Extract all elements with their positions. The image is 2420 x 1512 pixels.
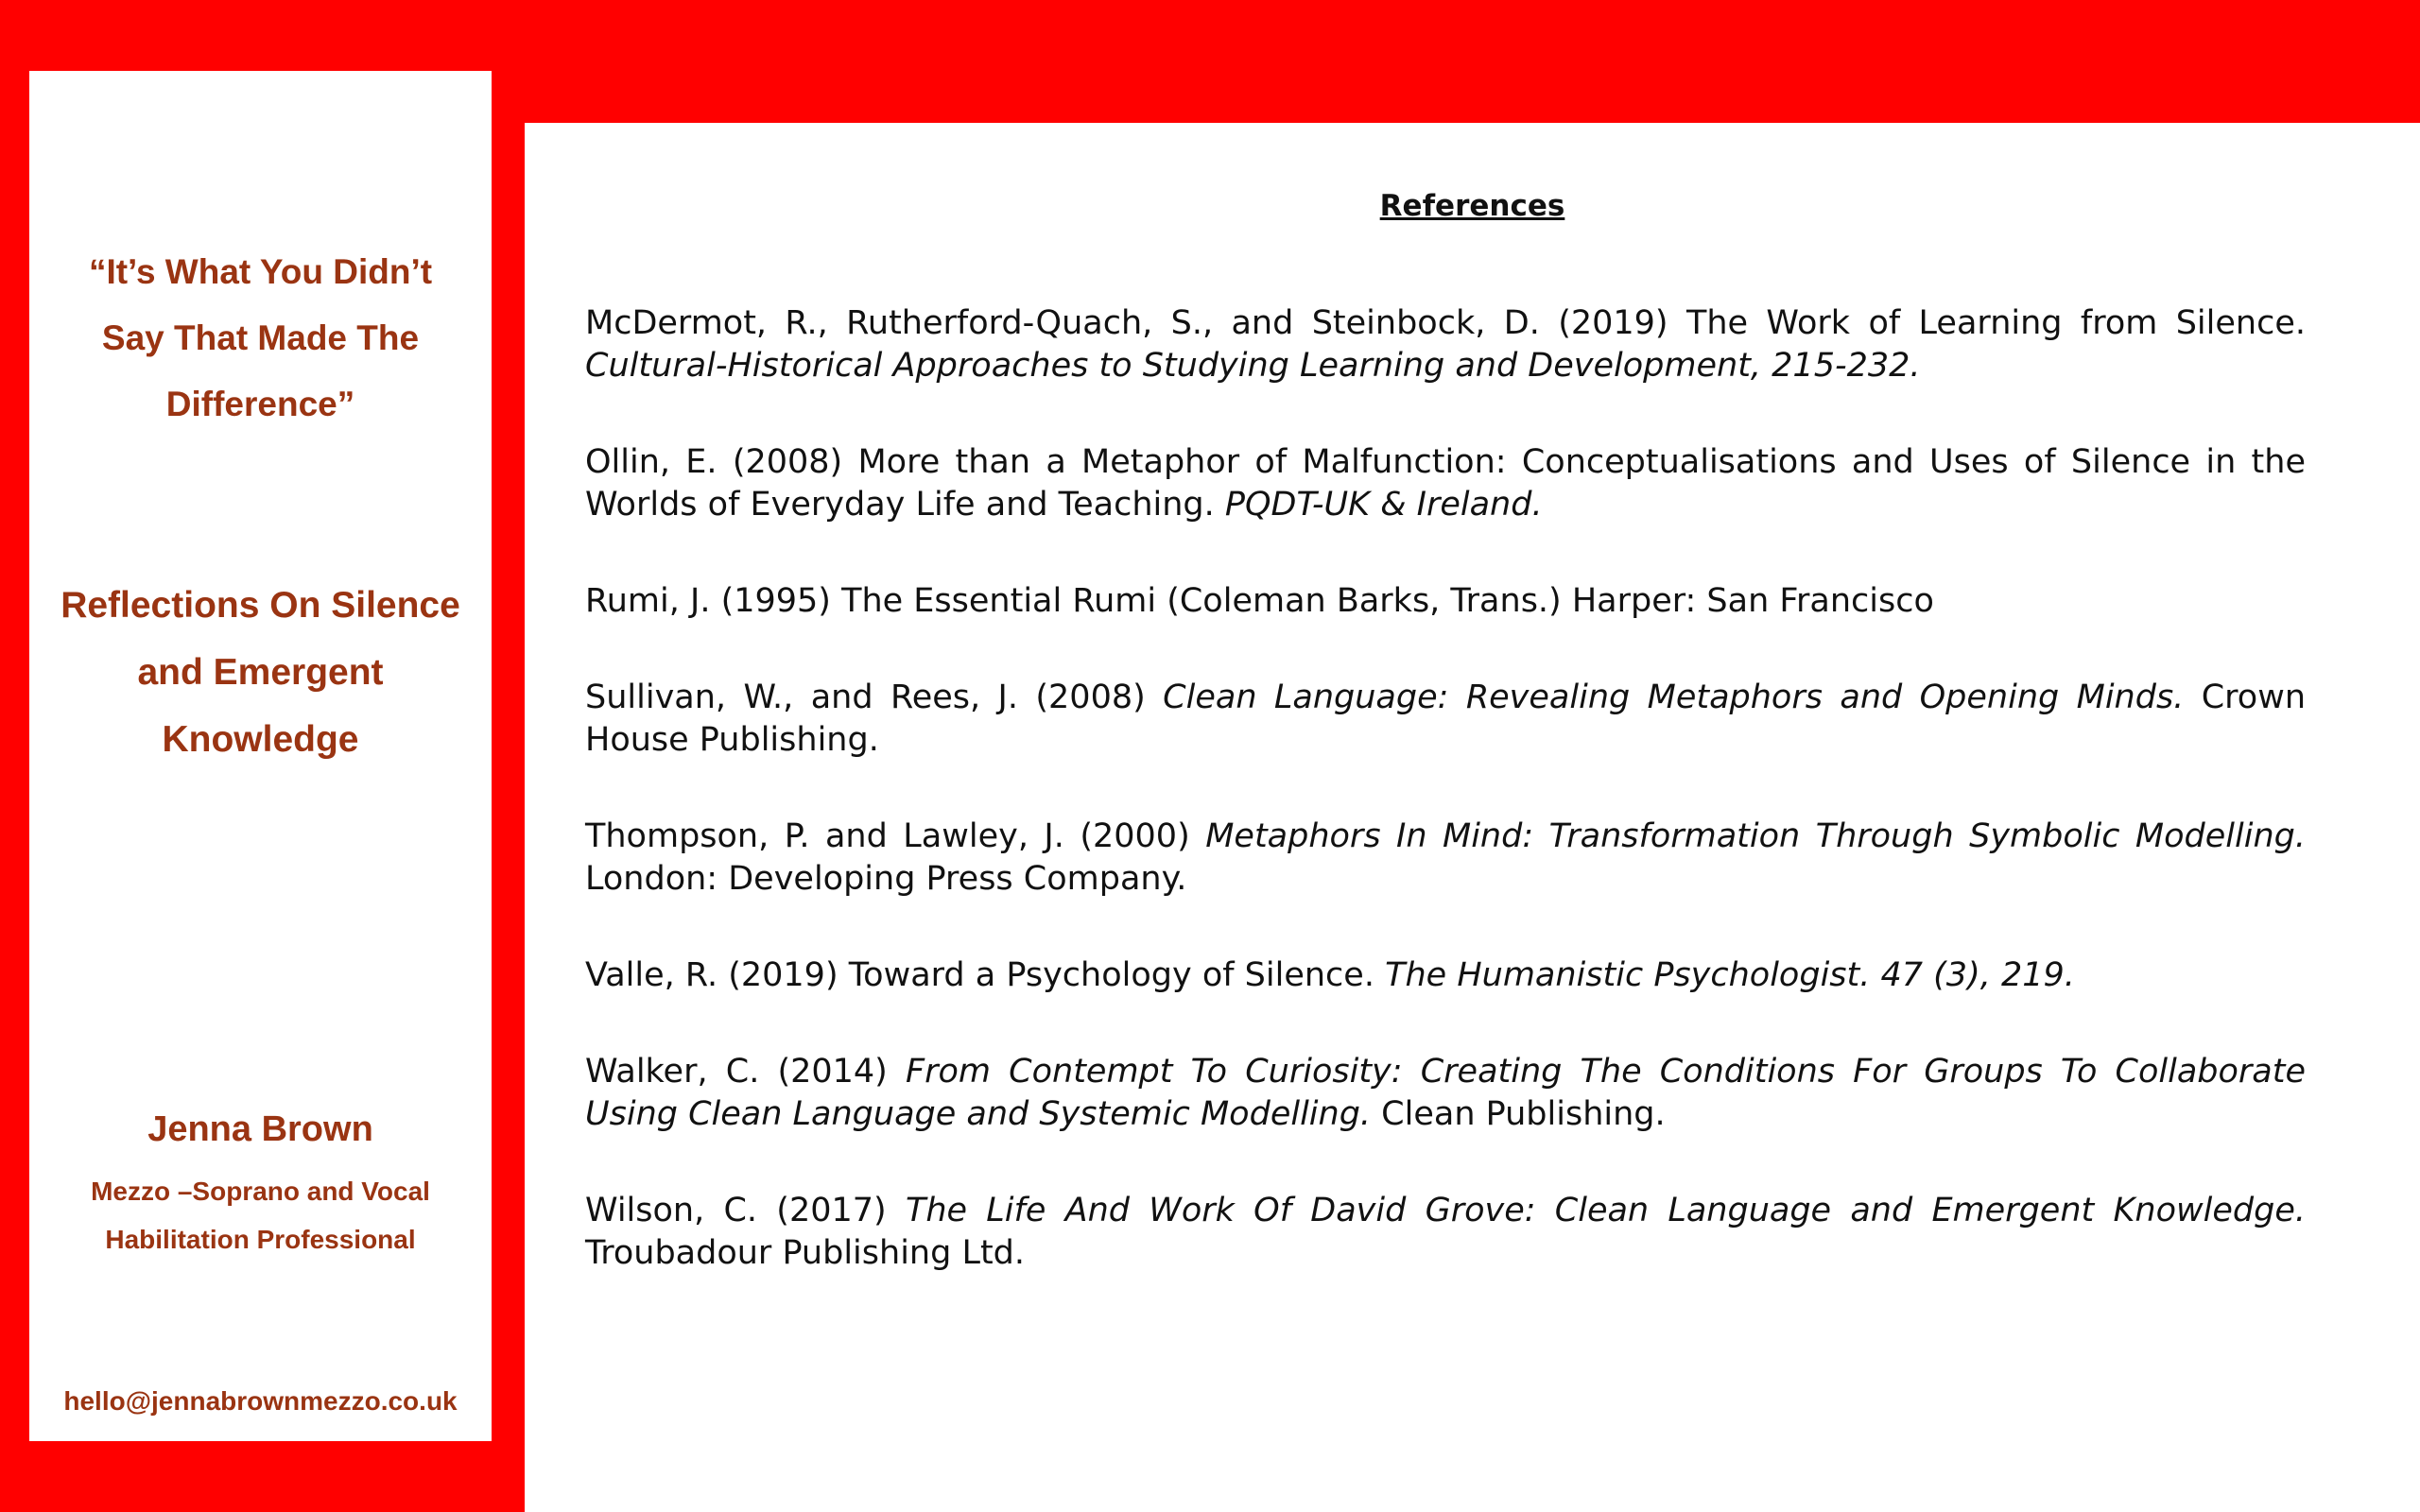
quote-line: Difference”: [165, 385, 355, 423]
reference-text: Rumi, J. (1995) The Essential Rumi (Coleman Barks, Trans.) Harper: San Francisco: [585, 582, 1934, 620]
subtitle-line: Reflections On Silence: [60, 585, 460, 626]
reference-after: Troubadour Publishing Ltd.: [585, 1234, 1026, 1272]
author-name: Jenna Brown: [147, 1109, 373, 1149]
reference-italic: Clean Language: Revealing Metaphors and Opening Minds.: [1163, 679, 2185, 716]
reference-italic: The Humanistic Psychologist. 47 (3), 219.: [1385, 956, 2075, 994]
reference-text: Wilson, C. (2017): [585, 1192, 906, 1229]
reference-after: London: Developing Press Company.: [585, 860, 1187, 898]
references-list: [585, 302, 2306, 1329]
reference-after: Clean Publishing.: [1371, 1095, 1666, 1133]
author-role: [29, 1167, 492, 1263]
reference-item: [585, 580, 2306, 623]
reference-item: [585, 302, 2306, 387]
reference-text: Valle, R. (2019) Toward a Psychology of Silence.: [585, 956, 1386, 994]
reference-item: [585, 954, 2306, 997]
email-address: hello@jennabrownmezzo.co.uk: [63, 1386, 458, 1416]
reference-item: [585, 677, 2306, 762]
quote-line: Say That Made The: [101, 318, 420, 357]
reference-item: [585, 816, 2306, 901]
reference-text: Walker, C. (2014): [585, 1053, 906, 1091]
reference-italic: From Contempt To Curiosity: Creating The Conditions For Groups To Collaborate Using Clean Language and Systemic Modelling.: [585, 1053, 2306, 1133]
reference-item: [585, 441, 2306, 526]
reference-text: Ollin, E. (2008) More than a Metaphor of Malfunction: Conceptualisations and Uses of Silence in the Worlds of Everyday Life and Teaching.: [585, 443, 2306, 524]
quote-heading: [29, 239, 492, 438]
reference-italic: Metaphors In Mind: Transformation Through Symbolic Modelling.: [1205, 817, 2306, 855]
quote-line: “It’s What You Didn’t: [88, 252, 433, 291]
subtitle-heading: [29, 572, 492, 773]
references-title: References: [1379, 189, 1565, 223]
reference-text: Sullivan, W., and Rees, J. (2008): [585, 679, 1164, 716]
sidebar-panel: [29, 71, 492, 1441]
reference-item: [585, 1190, 2306, 1275]
reference-text: McDermot, R., Rutherford-Quach, S., and Steinbock, D. (2019) The Work of Learning from Silence.: [585, 304, 2306, 342]
subtitle-line: Knowledge: [162, 719, 359, 760]
reference-italic: The Life And Work Of David Grove: Clean Language and Emergent Knowledge.: [905, 1192, 2306, 1229]
reference-italic: PQDT-UK & Ireland.: [1224, 486, 1543, 524]
reference-text: Thompson, P. and Lawley, J. (2000): [585, 817, 1206, 855]
reference-after: Crown House Publishing.: [585, 679, 2306, 759]
author-role-line: Habilitation Professional: [105, 1225, 416, 1254]
references-panel: [525, 123, 2420, 1512]
reference-italic: Cultural-Historical Approaches to Studying Learning and Development, 215-232.: [585, 347, 1921, 385]
author-role-line: Mezzo –Soprano and Vocal: [91, 1177, 430, 1206]
subtitle-line: and Emergent: [137, 652, 384, 693]
reference-item: [585, 1051, 2306, 1136]
